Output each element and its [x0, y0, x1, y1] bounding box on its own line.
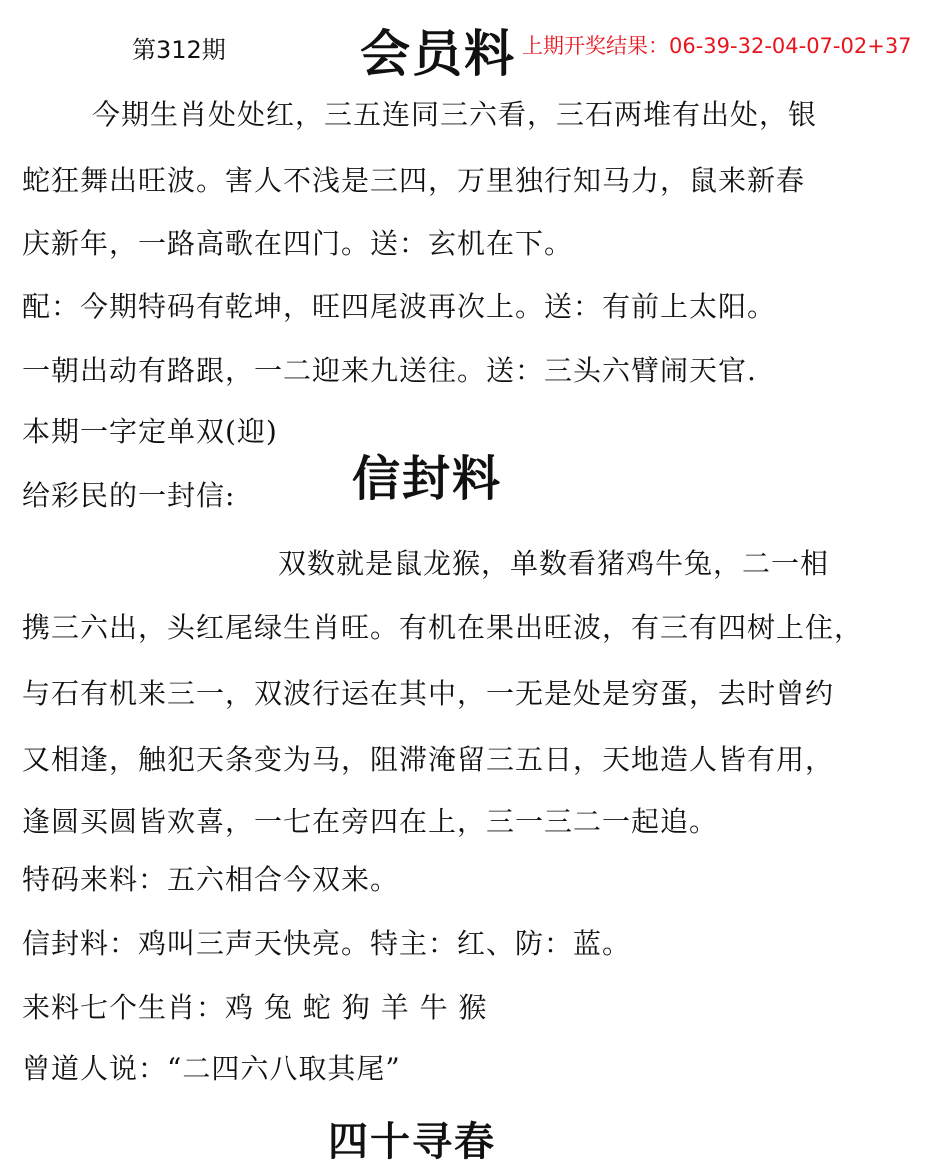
text-line: 蛇狂舞出旺波。害人不浅是三四，万里独行知马力，鼠来新春	[22, 164, 806, 197]
text-line: 特码来料：五六相合今双来。	[22, 863, 400, 896]
text-line: 又相逢，触犯天条变为马，阻滞淹留三五日，天地造人皆有用，	[22, 743, 835, 776]
letter-intro: 给彩民的一封信:	[22, 479, 236, 512]
text-line: 信封料：鸡叫三声天快亮。特主：红、防：蓝。	[22, 927, 632, 960]
page-title: 会员料	[360, 24, 516, 83]
text-line: 配：今期特码有乾坤，旺四尾波再次上。送：有前上太阳。	[22, 290, 777, 323]
footer-title: 四十寻春	[328, 1118, 496, 1165]
text-line: 与石有机来三一，双波行运在其中，一无是处是穷蛋，去时曾约	[22, 677, 835, 710]
last-result: 上期开奖结果：06-39-32-04-07-02+37	[522, 34, 912, 58]
text-line: 来料七个生肖：鸡 兔 蛇 狗 羊 牛 猴	[22, 991, 488, 1024]
section-title: 信封料	[352, 451, 503, 507]
issue-number: 第312期	[132, 36, 226, 64]
text-line: 曾道人说：“二四六八取其尾”	[22, 1052, 401, 1085]
text-line: 本期一字定单双(迎)	[22, 415, 278, 448]
text-line: 双数就是鼠龙猴，单数看猪鸡牛兔，二一相	[278, 547, 830, 580]
text-line: 今期生肖处处红，三五连同三六看，三石两堆有出处，银	[92, 98, 818, 131]
text-line: 携三六出，头红尾绿生肖旺。有机在果出旺波，有三有四树上住，	[22, 611, 864, 644]
text-line: 一朝出动有路跟，一二迎来九送往。送：三头六臂闹天官.	[22, 354, 757, 387]
text-line: 逢圆买圆皆欢喜，一七在旁四在上，三一三二一起追。	[22, 805, 719, 838]
text-line: 庆新年，一路高歌在四门。送：玄机在下。	[22, 227, 574, 260]
